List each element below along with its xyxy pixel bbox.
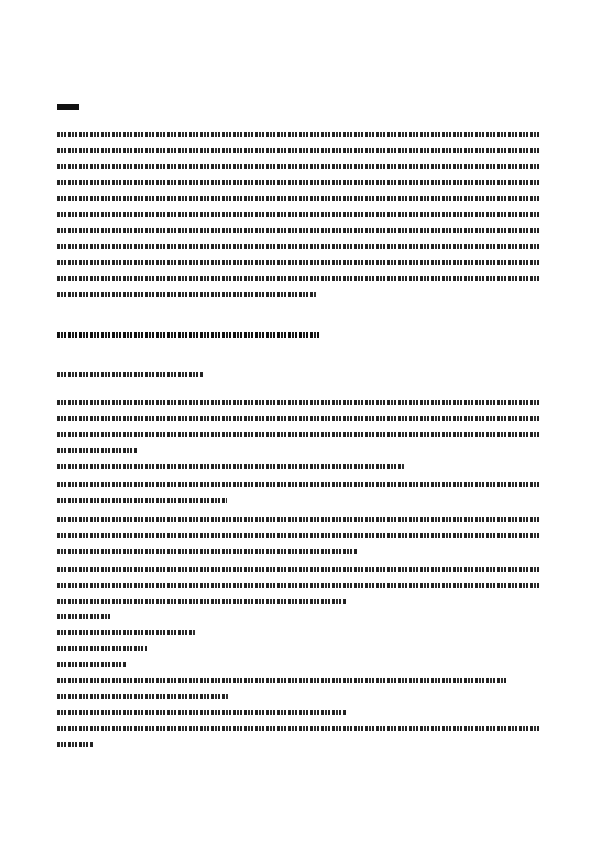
- text-line: [57, 400, 539, 405]
- text-line: [57, 196, 539, 201]
- text-line: [57, 583, 539, 588]
- list-item: [57, 726, 539, 731]
- text-line: [57, 464, 405, 469]
- list-item: [57, 710, 347, 715]
- text-line: [57, 244, 539, 249]
- text-line: [57, 276, 539, 281]
- list-item: [57, 678, 507, 683]
- text-line: [57, 533, 539, 538]
- section-heading: [57, 332, 319, 338]
- text-line: [57, 180, 539, 185]
- list-item: [57, 662, 127, 667]
- text-line: [57, 482, 539, 487]
- list-item: [57, 630, 195, 635]
- list-item: [57, 614, 111, 619]
- list-item: [57, 646, 147, 651]
- list-item: [57, 694, 229, 699]
- text-line: [57, 148, 539, 153]
- text-line: [57, 549, 357, 554]
- text-line: [57, 212, 539, 217]
- text-line: [57, 599, 347, 604]
- text-line: [57, 416, 539, 421]
- text-line: [57, 260, 539, 265]
- text-line: [57, 292, 317, 297]
- text-line: [57, 517, 539, 522]
- text-line: [57, 164, 539, 169]
- text-line: [57, 132, 539, 137]
- text-line: [57, 228, 539, 233]
- page-heading-mark: [57, 104, 79, 110]
- text-line: [57, 432, 539, 437]
- text-line: [57, 498, 227, 503]
- list-item: [57, 742, 93, 747]
- text-line: [57, 567, 539, 572]
- subheading: [57, 372, 203, 377]
- text-line: [57, 448, 137, 453]
